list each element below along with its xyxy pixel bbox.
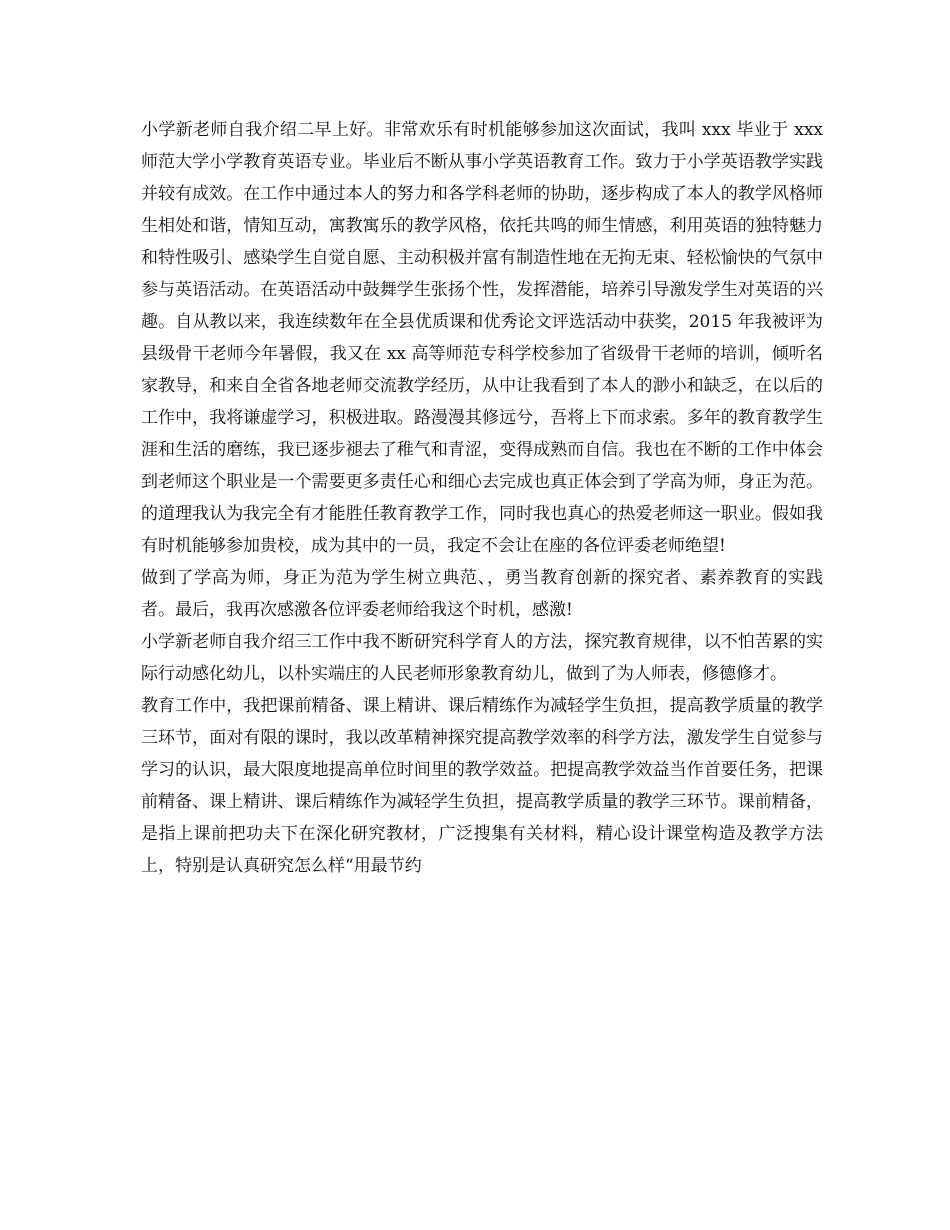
document-body <box>141 114 823 882</box>
paragraph-self-intro-3: 小学新老师自我介绍三工作中我不断研究科学育人的方法，探究教育规律，以不怕苦累的实际行动感化幼儿，以朴实端庄的人民老师形象教育幼儿，做到了为人师表，修德修才。 <box>141 632 823 684</box>
paragraph-teaching-work: 教育工作中，我把课前精备、课上精讲、课后精练作为减轻学生负担，提高教学质量的教学三环节，面对有限的课时，我以改革精神探究提高教学效率的科学方法，激发学生自觉参与学习的认识，最大限度地提高单位时间里的教学效益。把提高教学效益当作首要任务，把课前精备、课上精讲、课后精练作为减轻学生负担，提高教学质量的教学三环节。课前精备，是指上课前把功夫下在深化研究教材，广泛搜集有关材料，精心设计课堂构造及教学方法上，特别是认真研究怎么样“用最节约 <box>141 696 823 876</box>
paragraph-role-model: 做到了学高为师，身正为范为学生树立典范、，勇当教育创新的探究者、素养教育的实践者。最后，我再次感激各位评委老师给我这个时机，感激! <box>141 568 823 620</box>
paragraph-self-intro-2: 小学新老师自我介绍二早上好。非常欢乐有时机能够参加这次面试，我叫 xxx 毕业于 xxx 师范大学小学教育英语专业。毕业后不断从事小学英语教育工作。致力于小学英语教学实践并较有成效。在工作中通过本人的努力和各学科老师的协助，逐步构成了本人的教学风格师生相处和谐，情知互动，寓教寓乐的教学风格，依托共鸣的师生情感，利用英语的独特魅力和特性吸引、感染学生自觉自愿、主动积极并富有制造性地在无拘无束、轻松愉快的气氛中参与英语活动。在英语活动中鼓舞学生张扬个性，发挥潜能，培养引导激发学生对英语的兴趣。自从教以来，我连续数年在全县优质课和优秀论文评选活动中获奖，2015 年我被评为县级骨干老师今年暑假，我又在 xx 高等师范专科学校参加了省级骨干老师的培训，倾听名家教导，和来自全省各地老师交流教学经历，从中让我看到了本人的渺小和缺乏，在以后的工作中，我将谦虚学习，积极进取。路漫漫其修远兮，吾将上下而求索。多年的教育教学生涯和生活的磨练，我已逐步褪去了稚气和青涩，变得成熟而自信。我也在不断的工作中体会到老师这个职业是一个需要更多责任心和细心去完成也真正体会到了学高为师，身正为范。的道理我认为我完全有才能胜任教育教学工作，同时我也真心的热爱老师这一职业。假如我有时机能够参加贵校，成为其中的一员，我定不会让在座的各位评委老师绝望! <box>141 120 823 556</box>
